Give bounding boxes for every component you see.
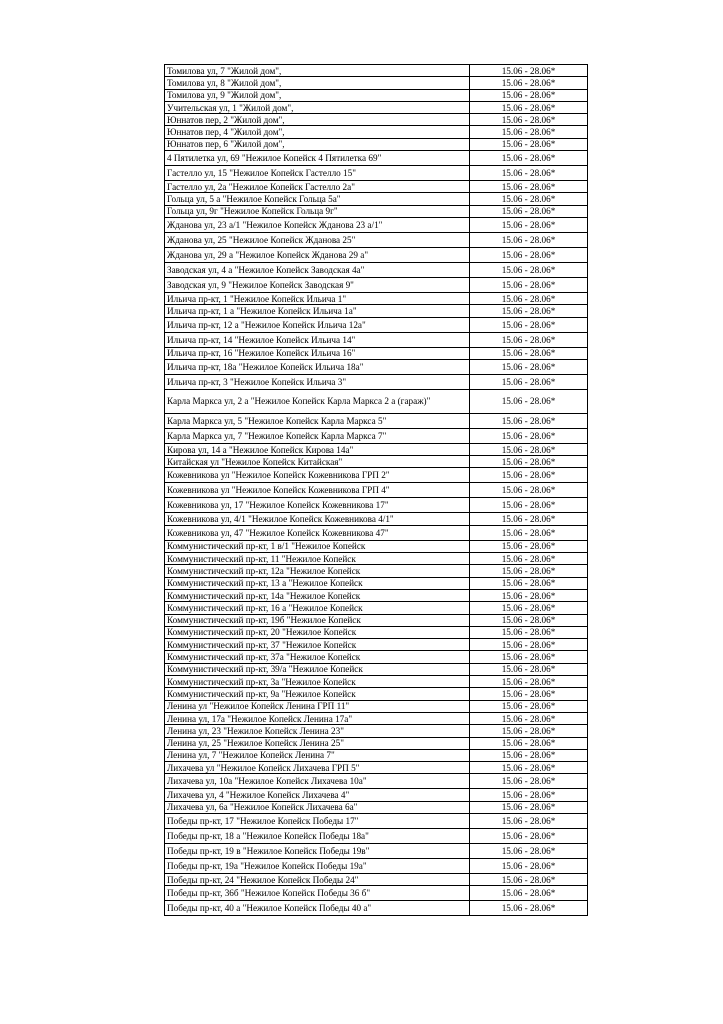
address-cell: Победы пр-кт, 24 "Нежилое Копейск Победы 24"	[165, 873, 470, 885]
period-cell: 15.06 - 28.06*	[470, 247, 588, 262]
table-row	[165, 525, 588, 540]
table-row	[165, 292, 588, 304]
period-cell: 15.06 - 28.06*	[470, 77, 588, 89]
period-cell: 15.06 - 28.06*	[470, 553, 588, 565]
address-cell: Лихачева ул "Нежилое Копейск Лихачева ГРП 5"	[165, 762, 470, 774]
table-row	[165, 774, 588, 789]
period-cell: 15.06 - 28.06*	[470, 801, 588, 813]
address-cell: Победы пр-кт, 19а "Нежилое Копейск Победы 19а"	[165, 858, 470, 873]
address-cell: Юннатов пер, 4 "Жилой дом",	[165, 126, 470, 138]
address-cell: 4 Пятилетка ул, 69 "Нежилое Копейск 4 Пятилетка 69"	[165, 151, 470, 166]
period-cell: 15.06 - 28.06*	[470, 483, 588, 498]
period-cell: 15.06 - 28.06*	[470, 456, 588, 468]
table-row	[165, 359, 588, 374]
address-cell: Коммунистический пр-кт, 16 а "Нежилое Копейск	[165, 602, 470, 614]
table-row	[165, 247, 588, 262]
period-cell: 15.06 - 28.06*	[470, 166, 588, 181]
address-cell: Ильича пр-кт, 1 а "Нежилое Копейск Ильича 1а"	[165, 305, 470, 317]
address-cell: Ленина ул, 25 "Нежилое Копейск Ленина 25"	[165, 737, 470, 749]
period-cell: 15.06 - 28.06*	[470, 468, 588, 483]
address-cell: Коммунистический пр-кт, 11 "Нежилое Копейск	[165, 553, 470, 565]
address-cell: Китайская ул "Нежилое Копейск Китайская"	[165, 456, 470, 468]
address-cell: Лихачева ул, 6а "Нежилое Копейск Лихачева 6а"	[165, 801, 470, 813]
table-row	[165, 577, 588, 589]
period-cell: 15.06 - 28.06*	[470, 789, 588, 801]
address-cell: Ленина ул, 7 "Нежилое Копейск Ленина 7"	[165, 749, 470, 761]
address-cell: Томилова ул, 9 "Жилой дом",	[165, 89, 470, 101]
table-row	[165, 77, 588, 89]
table-row	[165, 181, 588, 193]
table-row	[165, 886, 588, 901]
address-cell: Коммунистический пр-кт, 12а "Нежилое Копейск	[165, 565, 470, 577]
period-cell: 15.06 - 28.06*	[470, 525, 588, 540]
period-cell: 15.06 - 28.06*	[470, 639, 588, 651]
address-cell: Ильича пр-кт, 14 "Нежилое Копейск Ильича 14"	[165, 332, 470, 347]
period-cell: 15.06 - 28.06*	[470, 277, 588, 292]
address-cell: Юннатов пер, 6 "Жилой дом",	[165, 138, 470, 150]
table-row	[165, 101, 588, 113]
period-cell: 15.06 - 28.06*	[470, 347, 588, 359]
outage-schedule-table	[164, 64, 588, 916]
table-row	[165, 347, 588, 359]
address-cell: Ильича пр-кт, 16 "Нежилое Копейск Ильича 16"	[165, 347, 470, 359]
address-cell: Коммунистический пр-кт, 3а "Нежилое Копейск	[165, 676, 470, 688]
table-row	[165, 151, 588, 166]
period-cell: 15.06 - 28.06*	[470, 712, 588, 724]
table-row	[165, 639, 588, 651]
period-cell: 15.06 - 28.06*	[470, 873, 588, 885]
address-cell: Гольца ул, 9г "Нежилое Копейск Гольца 9г"	[165, 205, 470, 217]
address-cell: Победы пр-кт, 17 "Нежилое Копейск Победы 17"	[165, 813, 470, 828]
period-cell: 15.06 - 28.06*	[470, 317, 588, 332]
address-cell: Гастелло ул, 15 "Нежилое Копейск Гастелло 15"	[165, 166, 470, 181]
table-row	[165, 126, 588, 138]
period-cell: 15.06 - 28.06*	[470, 663, 588, 675]
address-cell: Томилова ул, 8 "Жилой дом",	[165, 77, 470, 89]
period-cell: 15.06 - 28.06*	[470, 737, 588, 749]
table-row	[165, 205, 588, 217]
address-cell: Заводская ул, 4 а "Нежилое Копейск Заводская 4а"	[165, 262, 470, 277]
period-cell: 15.06 - 28.06*	[470, 332, 588, 347]
period-cell: 15.06 - 28.06*	[470, 101, 588, 113]
period-cell: 15.06 - 28.06*	[470, 886, 588, 901]
period-cell: 15.06 - 28.06*	[470, 428, 588, 443]
table-row	[165, 843, 588, 858]
period-cell: 15.06 - 28.06*	[470, 262, 588, 277]
period-cell: 15.06 - 28.06*	[470, 858, 588, 873]
address-cell: Учительская ул, 1 "Жилой дом",	[165, 101, 470, 113]
address-cell: Заводская ул, 9 "Нежилое Копейск Заводская 9"	[165, 277, 470, 292]
period-cell: 15.06 - 28.06*	[470, 65, 588, 77]
period-cell: 15.06 - 28.06*	[470, 138, 588, 150]
table-row	[165, 651, 588, 663]
table-row	[165, 138, 588, 150]
period-cell: 15.06 - 28.06*	[470, 626, 588, 638]
period-cell: 15.06 - 28.06*	[470, 389, 588, 413]
table-row	[165, 801, 588, 813]
address-cell: Коммунистический пр-кт, 37 "Нежилое Копейск	[165, 639, 470, 651]
address-cell: Коммунистический пр-кт, 9а "Нежилое Копейск	[165, 688, 470, 700]
address-cell: Коммунистический пр-кт, 13 а "Нежилое Копейск	[165, 577, 470, 589]
table-row	[165, 232, 588, 247]
table-row	[165, 114, 588, 126]
period-cell: 15.06 - 28.06*	[470, 374, 588, 389]
address-cell: Победы пр-кт, 36б "Нежилое Копейск Победы 36 б"	[165, 886, 470, 901]
address-cell: Гольца ул, 5 а "Нежилое Копейск Гольца 5а"	[165, 193, 470, 205]
table-row	[165, 858, 588, 873]
period-cell: 15.06 - 28.06*	[470, 901, 588, 916]
address-cell: Ленина ул "Нежилое Копейск Ленина ГРП 11"	[165, 700, 470, 712]
address-cell: Коммунистический пр-кт, 37а "Нежилое Копейск	[165, 651, 470, 663]
period-cell: 15.06 - 28.06*	[470, 359, 588, 374]
address-cell: Лихачева ул, 10а "Нежилое Копейск Лихачева 10а"	[165, 774, 470, 789]
address-cell: Коммунистический пр-кт, 19б "Нежилое Копейск	[165, 614, 470, 626]
period-cell: 15.06 - 28.06*	[470, 292, 588, 304]
table-row	[165, 483, 588, 498]
table-row	[165, 553, 588, 565]
table-row	[165, 614, 588, 626]
period-cell: 15.06 - 28.06*	[470, 725, 588, 737]
table-row	[165, 589, 588, 601]
table-row	[165, 305, 588, 317]
address-cell: Кирова ул, 14 а "Нежилое Копейск Кирова 14а"	[165, 443, 470, 455]
period-cell: 15.06 - 28.06*	[470, 205, 588, 217]
period-cell: 15.06 - 28.06*	[470, 513, 588, 525]
address-cell: Коммунистический пр-кт, 39/а "Нежилое Копейск	[165, 663, 470, 675]
address-cell: Коммунистический пр-кт, 14а "Нежилое Копейск	[165, 589, 470, 601]
address-cell: Коммунистический пр-кт, 20 "Нежилое Копейск	[165, 626, 470, 638]
table-row	[165, 565, 588, 577]
address-cell: Ильича пр-кт, 12 а "Нежилое Копейск Ильича 12а"	[165, 317, 470, 332]
period-cell: 15.06 - 28.06*	[470, 565, 588, 577]
table-row	[165, 217, 588, 232]
address-cell: Ленина ул, 17а "Нежилое Копейск Ленина 17а"	[165, 712, 470, 724]
address-cell: Юннатов пер, 2 "Жилой дом",	[165, 114, 470, 126]
period-cell: 15.06 - 28.06*	[470, 217, 588, 232]
table-row	[165, 749, 588, 761]
table-row	[165, 688, 588, 700]
period-cell: 15.06 - 28.06*	[470, 676, 588, 688]
table-row	[165, 513, 588, 525]
period-cell: 15.06 - 28.06*	[470, 749, 588, 761]
period-cell: 15.06 - 28.06*	[470, 614, 588, 626]
table-row	[165, 166, 588, 181]
table-row	[165, 277, 588, 292]
address-cell: Жданова ул, 25 "Нежилое Копейск Жданова 25"	[165, 232, 470, 247]
address-cell: Ильича пр-кт, 18а "Нежилое Копейск Ильича 18а"	[165, 359, 470, 374]
table-row	[165, 389, 588, 413]
address-cell: Карла Маркса ул, 7 "Нежилое Копейск Карла Маркса 7"	[165, 428, 470, 443]
address-cell: Коммунистический пр-кт, 1 в/1 "Нежилое Копейск	[165, 540, 470, 552]
table-row	[165, 762, 588, 774]
period-cell: 15.06 - 28.06*	[470, 114, 588, 126]
address-cell: Кожевникова ул, 4/1 "Нежилое Копейск Кожевникова 4/1"	[165, 513, 470, 525]
address-cell: Жданова ул, 23 а/1 "Нежилое Копейск Жданова 23 а/1"	[165, 217, 470, 232]
period-cell: 15.06 - 28.06*	[470, 181, 588, 193]
period-cell: 15.06 - 28.06*	[470, 602, 588, 614]
period-cell: 15.06 - 28.06*	[470, 589, 588, 601]
table-row	[165, 332, 588, 347]
table-row	[165, 89, 588, 101]
table-row	[165, 468, 588, 483]
address-cell: Кожевникова ул "Нежилое Копейск Кожевникова ГРП 4"	[165, 483, 470, 498]
address-cell: Карла Маркса ул, 5 "Нежилое Копейск Карла Маркса 5"	[165, 413, 470, 428]
table-row	[165, 65, 588, 77]
table-row	[165, 540, 588, 552]
period-cell: 15.06 - 28.06*	[470, 413, 588, 428]
table-row	[165, 193, 588, 205]
address-cell: Томилова ул, 7 "Жилой дом",	[165, 65, 470, 77]
period-cell: 15.06 - 28.06*	[470, 843, 588, 858]
period-cell: 15.06 - 28.06*	[470, 762, 588, 774]
period-cell: 15.06 - 28.06*	[470, 126, 588, 138]
table-row	[165, 443, 588, 455]
period-cell: 15.06 - 28.06*	[470, 651, 588, 663]
table-row	[165, 498, 588, 513]
table-row	[165, 789, 588, 801]
table-body	[165, 65, 588, 916]
address-cell: Карла Маркса ул, 2 а "Нежилое Копейск Карла Маркса 2 а (гараж)"	[165, 389, 470, 413]
period-cell: 15.06 - 28.06*	[470, 151, 588, 166]
period-cell: 15.06 - 28.06*	[470, 774, 588, 789]
period-cell: 15.06 - 28.06*	[470, 193, 588, 205]
period-cell: 15.06 - 28.06*	[470, 443, 588, 455]
table-row	[165, 602, 588, 614]
address-cell: Кожевникова ул, 47 "Нежилое Копейск Кожевникова 47"	[165, 525, 470, 540]
address-cell: Кожевникова ул "Нежилое Копейск Кожевникова ГРП 2"	[165, 468, 470, 483]
table-row	[165, 626, 588, 638]
period-cell: 15.06 - 28.06*	[470, 577, 588, 589]
table-row	[165, 663, 588, 675]
period-cell: 15.06 - 28.06*	[470, 89, 588, 101]
address-cell: Победы пр-кт, 40 а "Нежилое Копейск Победы 40 а"	[165, 901, 470, 916]
address-cell: Победы пр-кт, 19 в "Нежилое Копейск Победы 19в"	[165, 843, 470, 858]
table-row	[165, 428, 588, 443]
period-cell: 15.06 - 28.06*	[470, 305, 588, 317]
period-cell: 15.06 - 28.06*	[470, 498, 588, 513]
address-cell: Лихачева ул, 4 "Нежилое Копейск Лихачева 4"	[165, 789, 470, 801]
address-cell: Ильича пр-кт, 3 "Нежилое Копейск Ильича 3"	[165, 374, 470, 389]
address-cell: Победы пр-кт, 18 а "Нежилое Копейск Победы 18а"	[165, 828, 470, 843]
table-row	[165, 676, 588, 688]
table-row	[165, 828, 588, 843]
period-cell: 15.06 - 28.06*	[470, 828, 588, 843]
table-row	[165, 413, 588, 428]
address-cell: Ильича пр-кт, 1 "Нежилое Копейск Ильича 1"	[165, 292, 470, 304]
address-cell: Ленина ул, 23 "Нежилое Копейск Ленина 23"	[165, 725, 470, 737]
table-row	[165, 700, 588, 712]
table-row	[165, 374, 588, 389]
period-cell: 15.06 - 28.06*	[470, 540, 588, 552]
period-cell: 15.06 - 28.06*	[470, 232, 588, 247]
table-row	[165, 737, 588, 749]
table-row	[165, 813, 588, 828]
address-cell: Кожевникова ул, 17 "Нежилое Копейск Кожевникова 17"	[165, 498, 470, 513]
period-cell: 15.06 - 28.06*	[470, 813, 588, 828]
address-cell: Жданова ул, 29 а "Нежилое Копейск Жданова 29 а"	[165, 247, 470, 262]
table-row	[165, 712, 588, 724]
table-row	[165, 456, 588, 468]
table-row	[165, 725, 588, 737]
table-row	[165, 317, 588, 332]
address-cell: Гастелло ул, 2а "Нежилое Копейск Гастелло 2а"	[165, 181, 470, 193]
table-row	[165, 901, 588, 916]
period-cell: 15.06 - 28.06*	[470, 700, 588, 712]
table-row	[165, 262, 588, 277]
period-cell: 15.06 - 28.06*	[470, 688, 588, 700]
table-row	[165, 873, 588, 885]
